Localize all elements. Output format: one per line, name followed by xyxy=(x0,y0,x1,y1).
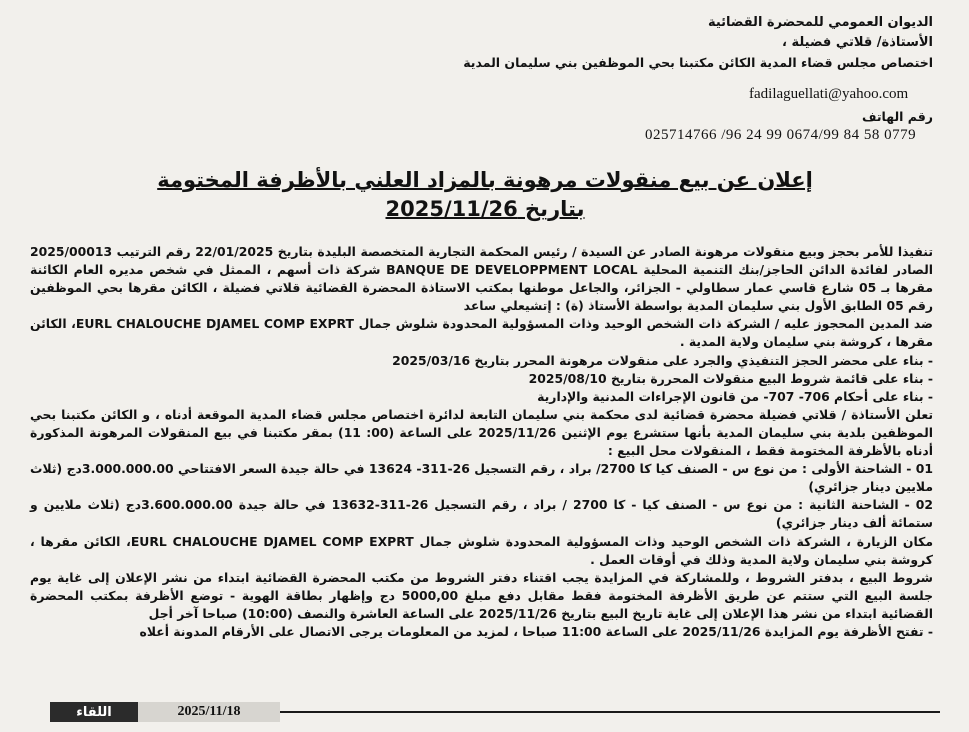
newspaper-name: اللقاء xyxy=(50,702,138,722)
notice-title-text: إعلان عن بيع منقولات مرهونة بالمزاد العلني بالأظرفة المختومة xyxy=(157,168,813,192)
paragraph-announcement: تعلن الأستاذة / قلاتي فضيلة محضرة قضائية لدى محكمة بني سليمان التابعة لدائرة اختصاص مجلس قضاء المدية الموقعة أدناه ، و الكائن مكتبنا بحي الموظفين بلدية بني سليمان المدية بأنها ستشرع يوم الإثنين 2025/11/26 على الساعة (00: 11) بمقر مكتبنا في بيع المنقولات المرهونة المذكورة أدناه بالأظرفة المختومة فقط ، المنقولات محل البيع : xyxy=(30,406,933,459)
paragraph-basis-1: - بناء على محضر الحجز التنفيذي والجرد على منقولات مرهونة المحرر بتاريخ 2025/03/16 xyxy=(392,352,933,368)
paragraph-sale-conditions: شروط البيع ، بدفتر الشروط ، وللمشاركة في المزايدة يجب اقتناء دفتر الشروط من مكتب المحضرة القضائية ابتداء من نشر الإعلان إلى غاية يوم جلسة البيع التي ستتم عن طريق الأظرفة المختومة فقط مقابل دفع مبلغ 5000,00 دج وإظهار بطاقة الهوية - توضع الأظرفة بمكتب المحضرة القضائية ابتداء من نشر هذا الإعلان إلى غاية تاريخ البيع بتاريخ 2025/11/26 على الساعة العاشرة والنصف (10:00) صباحا آخر أجل xyxy=(30,569,934,621)
jurisdiction-line: اختصاص مجلس قضاء المدية الكائن مكتبنا بحي الموظفين بني سليمان المدية xyxy=(463,55,933,70)
contact-email: fadilaguellati@yahoo.com xyxy=(749,86,909,102)
paragraph-order: تنفيذا للأمر بحجز وبيع منقولات مرهونة الصادر عن السيدة / رئيس المحكمة التجارية المتخصصة البليدة بتاريخ 22/01/2025 رقم الترتيب 2025/00013 الصادر لفائدة الدائن الحاجز/بنك التنمية المحلية BANQUE DE DEVELOPPMENT LOCAL شركة ذات أسهم ، الممثل في شخص مديره العام الكائنة مقرها بـ 05 شارع قاسي عمار سطاولي - الجزائر، والجاعل موطنها بمكتب الاستاذة المحضرة القضائية قلاتي فضيلة ، الكائن مقرها بحي الموظفين رقم 05 الطابق الأول بني سليمان المدية بواسطة الأستاذ (ة) : إتشيعلي ساعد xyxy=(30,244,933,314)
notice-body xyxy=(30,243,933,641)
publication-date: 2025/11/18 xyxy=(138,702,280,722)
paragraph-debtor: ضد المدين المحجوز عليه / الشركة ذات الشخص الوحيد وذات المسؤولية المحدودة شلوش جمال EURL CHALOUCHE DJAMEL COMP EXPRT، الكائن مقرها ، كروشة بني سليمان ولاية المدية . xyxy=(30,316,933,350)
office-heading: الديوان العمومي للمحضرة القضائية xyxy=(707,15,933,30)
notice-date-text: بتاريخ 2025/11/26 xyxy=(385,197,585,221)
notice-date-title xyxy=(150,197,820,221)
paragraph-truck-2: 02 - الشاحنة الثانية : من نوع س - الصنف كيا - كا 2700 / براد ، رقم التسجيل 26-311-13632 في حالة جيدة 3.600.000.00دج (ثلاث ملايين و ستمائة ألف دينار جزائري) xyxy=(30,497,933,531)
phone-label: رقم الهاتف xyxy=(861,109,933,124)
paragraph-truck-1: 01 - الشاحنة الأولى : من نوع س - الصنف كيا كا 2700/ براد ، رقم التسجيل 26-311- 13624 في حالة جيدة السعر الافتتاحي 3.000.000.00دج (ثلاث ملايين دينار جزائري) xyxy=(30,461,933,495)
newspaper-footer xyxy=(50,702,280,722)
paragraph-envelope-opening: - تفتح الأظرفة يوم المزايدة 2025/11/26 على الساعة 11:00 صباحا ، لمزيد من المعلومات يرجى الاتصال على الأرقام المدونة أعلاه xyxy=(139,623,933,639)
paragraph-visit-location: مكان الزيارة ، الشركة ذات الشخص الوحيد وذات المسؤولية المحدودة شلوش جمال EURL CHALOUCHE DJAMEL COMP EXPRT، الكائن مقرها ، كروشة بني سليمان ولاية المدية وذلك في أوقات العمل . xyxy=(30,533,933,567)
footer-divider xyxy=(280,711,940,713)
phone-numbers: 025714766 /96 24 99 0674/99 84 58 0779 xyxy=(645,127,917,143)
paragraph-basis-3: - بناء على أحكام 706- 707- من قانون الإجراءات المدنية والإدارية xyxy=(537,388,933,404)
notice-title xyxy=(150,168,820,192)
bailiff-name: الأستاذة/ قلاتي فضيلة ، xyxy=(782,35,933,50)
paragraph-basis-2: - بناء على قائمة شروط البيع منقولات المحررة بتاريخ 2025/08/10 xyxy=(528,370,933,386)
